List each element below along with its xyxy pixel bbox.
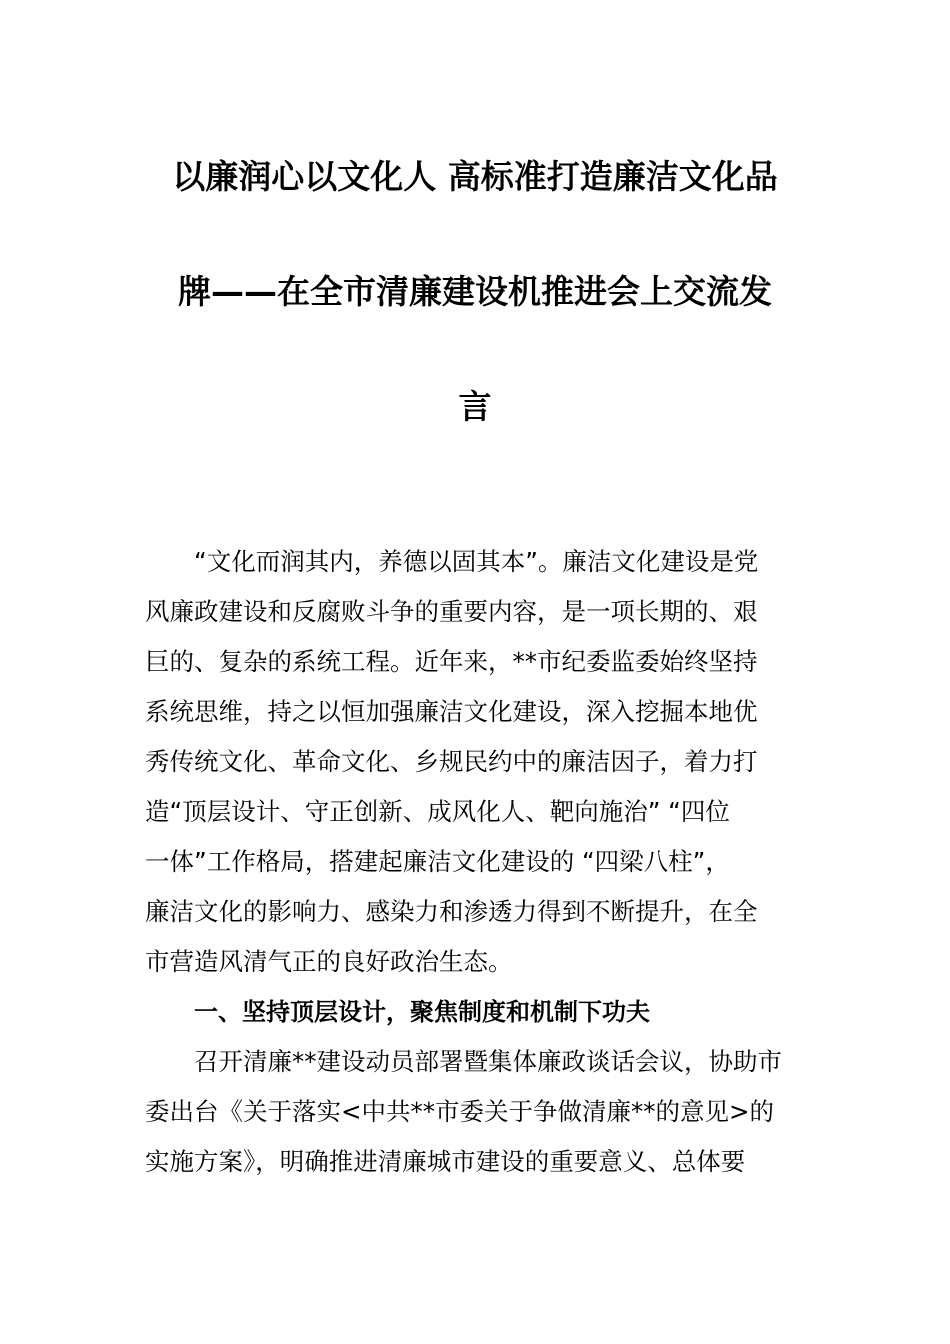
document-body <box>145 537 805 1187</box>
paragraph-line: 实施方案》，明确推进清廉城市建设的重要意义、总体要 <box>145 1147 746 1176</box>
paragraph-line: 廉洁文化的影响力、感染力和渗透力得到不断提升，在全 <box>145 897 758 926</box>
title-line: 以廉润心以文化人 高标准打造廉洁文化品 <box>172 157 778 196</box>
paragraph-line: 一体”工作格局，搭建起廉洁文化建设的 “四梁八柱”， <box>145 847 730 876</box>
paragraph-line: 召开清廉**建设动员部署暨集体廉政谈话会议，协助市 <box>194 1047 782 1076</box>
paragraph-line: 委出台《关于落实<中共**市委关于争做清廉**的意见>的 <box>145 1097 775 1126</box>
title-line: 言 <box>458 387 492 426</box>
title-line: 牌——在全市清廉建设机推进会上交流发 <box>178 272 772 311</box>
paragraph-line: 秀传统文化、革命文化、乡规民约中的廉洁因子，着力打 <box>145 747 758 776</box>
paragraph-line: 巨的、复杂的系统工程。近年来，**市纪委监委始终坚持 <box>145 647 758 676</box>
paragraph-line: “文化而润其内，养德以固其本”。廉洁文化建设是党 <box>194 547 759 576</box>
paragraph-intro <box>145 537 805 987</box>
section-heading: 一、坚持顶层设计，聚焦制度和机制下功夫 <box>194 998 650 1026</box>
paragraph-line: 造“顶层设计、守正创新、成风化人、靶向施治” “四位 <box>145 797 730 826</box>
paragraph-line: 风廉政建设和反腐败斗争的重要内容，是一项长期的、艰 <box>145 597 758 626</box>
paragraph-section1 <box>145 1037 805 1187</box>
paragraph-line: 系统思维，持之以恒加强廉洁文化建设，深入挖掘本地优 <box>145 697 758 726</box>
document-title <box>145 148 805 493</box>
paragraph-line: 市营造风清气正的良好政治生态。 <box>145 947 513 976</box>
